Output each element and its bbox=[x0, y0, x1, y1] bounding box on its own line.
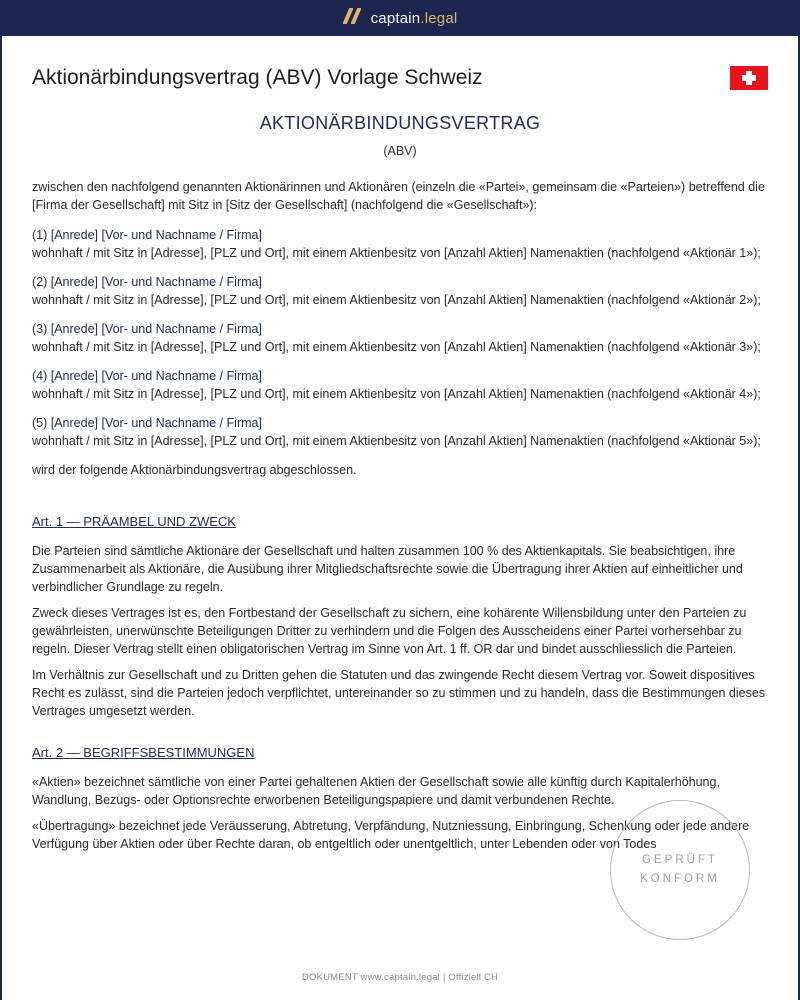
contract-subtitle: (ABV) bbox=[383, 144, 417, 158]
party-heading: (5) [Anrede] [Vor- und Nachname / Firma] bbox=[32, 416, 262, 430]
article-heading: Art. 2 — BEGRIFFSBESTIMMUNGEN bbox=[32, 745, 255, 760]
page-footer: DOKUMENT www.captain.legal | Offiziell CH bbox=[301, 972, 499, 983]
double-slash-logo-icon bbox=[343, 8, 363, 29]
swiss-flag-icon bbox=[730, 66, 768, 90]
intro-paragraph: zwischen den nachfolgend genannten Aktionärinnen und Aktionären (einzeln die «Partei», gemeinsam die «Parteien») betreffend die [Firma der Gesellschaft] mit Sitz in [Sitz der Gesellschaft] (nachfolgend die «Gesellschaft»): bbox=[32, 180, 765, 212]
party-heading: (3) [Anrede] [Vor- und Nachname / Firma] bbox=[32, 322, 262, 336]
brand[interactable] bbox=[343, 8, 458, 29]
approval-stamp bbox=[610, 800, 750, 940]
article-1 bbox=[32, 513, 768, 720]
article-paragraph: Zweck dieses Vertrages ist es, den Fortbestand der Gesellschaft zu sichern, eine kohärente Willensbildung unter den Parteien zu gewährleisten, unerwünschte Beteiligungen Dritter zu verhindern und die Folgen des Ausscheidens einer Partei vorhersehbar zu regeln. Dieser Vertrag stellt einen obligatorischen Vertrag im Sinne von Art. 1 ff. OR dar und bindet ausschliesslich die Parteien. bbox=[32, 606, 747, 656]
party-details: wohnhaft / mit Sitz in [Adresse], [PLZ und Ort], mit einem Aktienbesitz von [Anzahl Aktien] Namenaktien (nachfolgend «Aktionär 1»); bbox=[32, 246, 761, 260]
contract-body bbox=[32, 178, 768, 861]
party-entry bbox=[32, 367, 768, 403]
party-heading: (1) [Anrede] [Vor- und Nachname / Firma] bbox=[32, 228, 262, 242]
article-paragraph: «Aktien» bezeichnet sämtliche von einer Partei gehaltenen Aktien der Gesellschaft sowie alle künftig durch Kapitalerhöhung, Wandlung, Bezugs- oder Optionsrechte erworbenen Beteiligungspapiere und damit verbundenen Rechte. bbox=[32, 775, 720, 807]
article-heading: Art. 1 — PRÄAMBEL UND ZWECK bbox=[32, 514, 236, 529]
party-entry bbox=[32, 320, 768, 356]
brand-name: captain.legal bbox=[370, 9, 458, 27]
stamp-line-2: KONFORM bbox=[640, 873, 720, 885]
article-paragraph: «Übertragung» bezeichnet jede Veräusserung, Abtretung, Verpfändung, Nutzniessung, Einbringung, Schenkung oder jede andere Verfügung über Aktien oder über Rechte daran, ob entgeltlich oder unentgeltlich, unter Lebenden oder von Todes bbox=[32, 819, 750, 851]
top-bar bbox=[0, 0, 800, 36]
party-details: wohnhaft / mit Sitz in [Adresse], [PLZ und Ort], mit einem Aktienbesitz von [Anzahl Aktien] Namenaktien (nachfolgend «Aktionär 3»); bbox=[32, 340, 761, 354]
article-paragraph: Die Parteien sind sämtliche Aktionäre der Gesellschaft und halten zusammen 100 % des Aktienkapitals. Sie beabsichtigen, ihre Zusammenarbeit als Aktionäre, die Ausübung ihrer Mitgliedschaftsrechte sowie die Übertragung ihrer Aktien auf einheitlicher und verbindlicher Grundlage zu regeln. bbox=[32, 544, 743, 594]
party-details: wohnhaft / mit Sitz in [Adresse], [PLZ und Ort], mit einem Aktienbesitz von [Anzahl Aktien] Namenaktien (nachfolgend «Aktionär 5»); bbox=[32, 434, 761, 448]
document-title: Aktionärbindungsvertrag (ABV) Vorlage Schweiz bbox=[32, 66, 483, 89]
party-details: wohnhaft / mit Sitz in [Adresse], [PLZ und Ort], mit einem Aktienbesitz von [Anzahl Aktien] Namenaktien (nachfolgend «Aktionär 4»); bbox=[32, 387, 761, 401]
contract-title: AKTIONÄRBINDUNGSVERTRAG bbox=[259, 113, 541, 133]
brand-tld: .legal bbox=[420, 9, 458, 27]
closing-sentence: wird der folgende Aktionärbindungsvertrag abgeschlossen. bbox=[32, 463, 357, 477]
party-heading: (2) [Anrede] [Vor- und Nachname / Firma] bbox=[32, 275, 262, 289]
stamp-line-1: GEPRÜFT bbox=[642, 854, 718, 866]
document-page bbox=[2, 36, 798, 1000]
article-paragraph: Im Verhältnis zur Gesellschaft und zu Dritten gehen die Statuten und das zwingende Recht diesem Vertrag vor. Soweit dispositives Recht es zulässt, sind die Parteien jedoch verpflichtet, untereinander so zu stimmen und zu handeln, dass die Bestimmungen dieses Vertrages umgesetzt werden. bbox=[32, 668, 766, 718]
document-header bbox=[32, 66, 768, 96]
party-entry bbox=[32, 414, 768, 450]
party-entry bbox=[32, 273, 768, 309]
party-entry bbox=[32, 226, 768, 262]
party-details: wohnhaft / mit Sitz in [Adresse], [PLZ und Ort], mit einem Aktienbesitz von [Anzahl Aktien] Namenaktien (nachfolgend «Aktionär 2»); bbox=[32, 293, 761, 307]
party-heading: (4) [Anrede] [Vor- und Nachname / Firma] bbox=[32, 369, 262, 383]
